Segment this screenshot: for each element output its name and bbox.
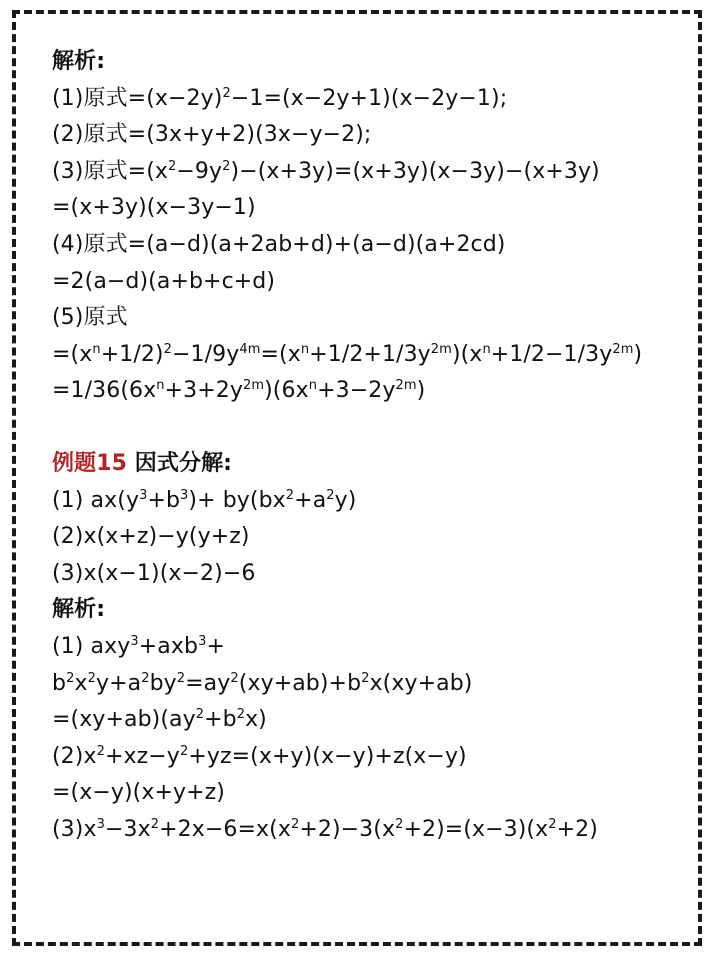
answer-line-3: $=(xy+ab)(ay^2+b^2x)$ bbox=[52, 707, 267, 733]
problem-2: (2)x(x+z)−y(y+z) bbox=[52, 524, 250, 550]
analysis-heading-2: 解析: bbox=[52, 597, 106, 623]
example-heading bbox=[52, 446, 702, 483]
example-title: 因式分解: bbox=[127, 450, 233, 476]
example-label: 例题15 bbox=[52, 450, 128, 476]
solution-content bbox=[52, 44, 702, 848]
answer-line-6: $(3)x^3-3x^2+2x-6=x(x^2+2)-3(x^2+2)=(x-3)(x^2+2)$ bbox=[52, 816, 598, 842]
answer-line-1: (1) axy$^3$+axb$^3$+ bbox=[52, 633, 225, 659]
problem-1: (1) $ax(y^3+b^3)+ by(bx^2+a^2y)$ bbox=[52, 487, 357, 513]
solution-line-9: $=1/36(6x^n+3+2y^{2m})(6x^n+3-2y^{2m})$ bbox=[52, 378, 426, 404]
analysis-heading: 解析: bbox=[52, 49, 106, 74]
answer-line-2: $b^2x^2y+a^2by^2=ay^2(xy+ab)+b^2x(xy+ab)$ bbox=[52, 670, 473, 696]
problem-3: (3)x(x−1)(x−2)−6 bbox=[52, 560, 256, 586]
answer-line-4: $(2)x^2+xz-y^2+yz=(x+y)(x-y)+z(x-y)$ bbox=[52, 743, 467, 769]
solution-line-7: (5)原式 bbox=[52, 305, 128, 331]
solution-line-8: $=(x^n+1/2)^2-1/9y^{4m}=(x^n+1/2+1/3y^{2m})(x^n+1/2-1/3y^{2m})$ bbox=[52, 341, 643, 367]
solution-line-2: (2)原式=(3x+y+2)(3x−y−2); bbox=[52, 122, 372, 148]
solution-line-4: =(x+3y)(x−3y−1) bbox=[52, 195, 256, 221]
answer-line-5: =(x−y)(x+y+z) bbox=[52, 780, 225, 806]
solution-line-1: (1)原式$=(x-2y)^2-1=(x-2y+1)(x-2y-1)$; bbox=[52, 85, 508, 111]
section-spacer bbox=[52, 410, 702, 446]
solution-line-3: (3)原式$=(x^2-9y^2)-(x+3y)=(x+3y)(x-3y)-(x+3y)$ bbox=[52, 158, 600, 184]
solution-line-6: =2(a−d)(a+b+c+d) bbox=[52, 268, 276, 294]
solution-line-5: (4)原式=(a−d)(a+2ab+d)+(a−d)(a+2cd) bbox=[52, 231, 506, 257]
